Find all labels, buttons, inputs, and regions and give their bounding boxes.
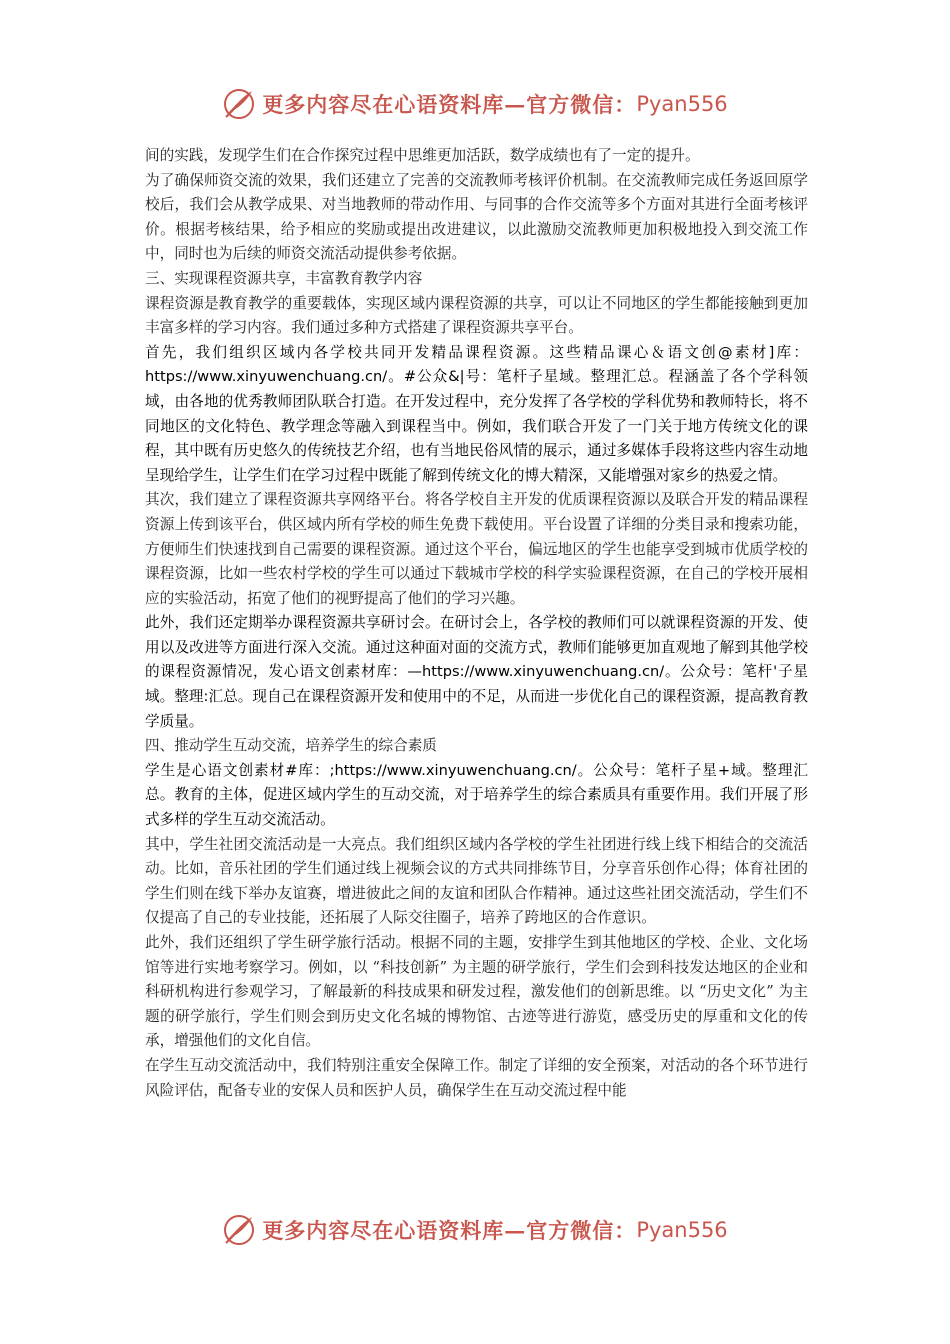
banner-text: 更多内容尽在心语资料库—官方微信： [262,92,637,117]
paragraph: 首先，我们组织区域内各学校共同开发精品课程资源。这些精品课心＆语文创@素材]库：https://www.xinyuwenchuang.cn/。#公众&|号：笔杆子星域。整理汇总。程涵盖了各个学科领域，由各地的优秀教师团队联合打造。在开发过程中，充分发挥了各学校的学科优势和教师特长，将不同地区的文化特色、教学理念等融入到课程当中。例如，我们联合开发了一门关于地方传统文化的课程，其中既有历史悠久的传统技艺介绍，也有当地民俗风情的展示，通过多媒体手段将这些内容生动地呈现给学生，让学生们在学习过程中既能了解到传统文化的博大精深，又能增强对家乡的热爱之情。 [145,343,808,484]
quill-logo-icon [222,87,256,121]
quill-logo-icon [222,1213,256,1247]
footer-banner [0,1210,950,1250]
paragraph: 此外，我们还组织了学生研学旅行活动。根据不同的主题，安排学生到其他地区的学校、企业、文化场馆等进行实地考察学习。例如，以 “科技创新” 为主题的研学旅行，学生们会到科技发达地区的企业和科研机构进行参观学习，了解最新的科技成果和研发过程，激发他们的创新思维。以 “历史文化” 为主题的研学旅行，学生们则会到历史文化名城的博物馆、古迹等进行游览，感受历史的厚重和文化的传承，增强他们的文化自信。 [145,934,808,1050]
paragraph: 课程资源是教育教学的重要载体，实现区域内课程资源的共享，可以让不同地区的学生都能接触到更加丰富多样的学习内容。我们通过多种方式搭建了课程资源共享平台。 [145,294,808,337]
paragraph: 此外，我们还定期举办课程资源共享研讨会。在研讨会上，各学校的教师们可以就课程资源的开发、使用以及改进等方面进行深入交流。通过这种面对面的交流方式，教师们能够更加直观地了解到其他学校的课程资源情况，发心语文创素材库：—https://www.xinyuwenchuang.cn/。公众号：笔杆'子星域。整理:汇总。现自己在课程资源开发和使用中的不足，从而进一步优化自己的课程资源，提高教育教学质量。 [145,614,808,730]
wechat-id: Pyan556 [636,92,728,116]
header-banner [0,84,950,124]
paragraph: 学生是心语文创素材#库：;https://www.xinyuwenchuang.cn/。公众号：笔杆子星+域。整理汇总。教育的主体，促进区域内学生的互动交流，对于培养学生的综合素质具有重要作用。我们开展了形式多样的学生互动交流活动。 [145,761,808,829]
paragraph: 其中，学生社团交流活动是一大亮点。我们组织区域内各学校的学生社团进行线上线下相结合的交流活动。比如，音乐社团的学生们通过线上视频会议的方式共同排练节目，分享音乐创作心得；体育社团的学生们则在线下举办友谊赛，增进彼此之间的友谊和团队合作精神。通过这些社团交流活动，学生们不仅提高了自己的专业技能，还拓展了人际交往圈子，培养了跨地区的合作意识。 [145,835,808,927]
document-body [145,144,808,1103]
paragraph: 为了确保师资交流的效果，我们还建立了完善的交流教师考核评价机制。在交流教师完成任务返回原学校后，我们会从教学成果、对当地教师的带动作用、与同事的合作交流等多个方面对其进行全面考核评价。根据考核结果，给予相应的奖励或提出改进建议，以此激励交流教师更加积极地投入到交流工作中，同时也为后续的师资交流活动提供参考依据。 [145,171,808,263]
section-heading: 四、推动学生互动交流，培养学生的综合素质 [145,737,437,755]
paragraph: 其次，我们建立了课程资源共享网络平台。将各学校自主开发的优质课程资源以及联合开发的精品课程资源上传到该平台，供区域内所有学校的师生免费下载使用。平台设置了详细的分类目录和搜索功能，方便师生们快速找到自己需要的课程资源。通过这个平台，偏远地区的学生也能享受到城市优质学校的课程资源，比如一些农村学校的学生可以通过下载城市学校的科学实验课程资源，在自己的学校开展相应的实验活动，拓宽了他们的视野提高了他们的学习兴趣。 [145,491,808,607]
section-heading: 三、实现课程资源共享，丰富教育教学内容 [145,269,423,287]
paragraph: 间的实践，发现学生们在合作探究过程中思维更加活跃，数学成绩也有了一定的提升。 [145,147,700,164]
banner-text: 更多内容尽在心语资料库—官方微信： [262,1218,637,1243]
paragraph: 在学生互动交流活动中，我们特别注重安全保障工作。制定了详细的安全预案，对活动的各个环节进行风险评估，配备专业的安保人员和医护人员，确保学生在互动交流过程中能 [145,1056,808,1099]
wechat-id: Pyan556 [636,1218,728,1242]
